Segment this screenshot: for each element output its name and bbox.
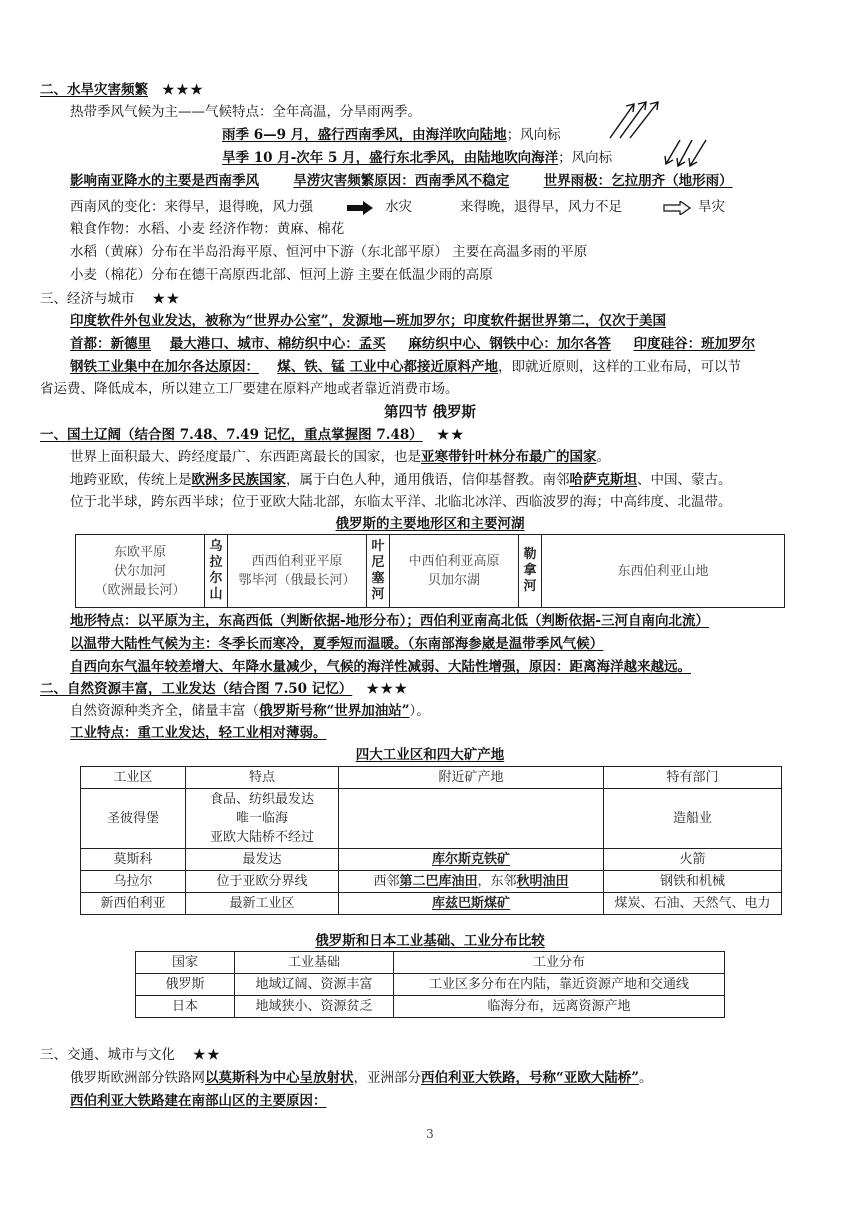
table-row: 莫斯科 最发达 库尔斯克铁矿 火箭 bbox=[81, 849, 782, 871]
terrain-east-siberian-mountains: 东西伯利亚山地 bbox=[542, 535, 785, 608]
arrow-right-outline-icon bbox=[662, 201, 692, 215]
terrain-west-siberian-plain: 西西伯利亚平原 鄂毕河（俄最长河） bbox=[228, 535, 367, 608]
arrow-right-icon bbox=[345, 201, 375, 215]
drought-label: 旱灾 bbox=[698, 199, 725, 215]
table-row: 圣彼得堡 食品、纺织最发达 唯一临海 亚欧大陆桥不经过 造船业 bbox=[81, 789, 782, 849]
star-rating: ★★ bbox=[152, 291, 182, 307]
climate-text: 热带季风气候为主——气候特点：全年高温，分旱雨两季。 bbox=[70, 104, 421, 120]
table-row: 乌拉尔 位于亚欧分界线 西邻第二巴库油田，东邻秋明油田 钢铁和机械 bbox=[81, 871, 782, 893]
climate-feature: 以温带大陆性气候为主：冬季长而寒冷，夏季短而温暖。（东南部海参崴是温带季风气候） bbox=[70, 636, 604, 652]
climate-trend: 自西向东气温年较差增大、年降水量减少，气候的海洋性减弱、大陆性增强，原因：距离海洋越来越远。 bbox=[70, 659, 691, 675]
wind-change-b: 来得晚，退得早，风力不足 bbox=[460, 199, 622, 215]
industry-table-title: 四大工业区和四大矿产地 bbox=[355, 747, 505, 763]
table-header-row: 国家 工业基础 工业分布 bbox=[136, 952, 725, 974]
terrain-ural-mountains: 乌 拉 尔 山 bbox=[205, 535, 228, 608]
page-number: 3 bbox=[426, 1127, 434, 1141]
wind-change: 西南风的变化：来得早，退得晚，风力强 bbox=[70, 199, 313, 215]
steel-line: 钢铁工业集中在加尔各达原因： 煤、铁、锰 工业中心都接近原料产地，即就近原则，这样的工业布局，可以节 bbox=[70, 359, 741, 375]
dry-season: 旱季 10 月-次年 5 月，盛行东北季风，由陆地吹向海洋；风向标 bbox=[222, 150, 613, 166]
heading-territory: 一、国土辽阔（结合图 7.48、7.49 记忆，重点掌握图 7.48） ★★ bbox=[40, 427, 466, 443]
crops-text: 粮食作物：水稻、小麦 经济作物：黄麻、棉花 bbox=[70, 221, 345, 237]
table-header-row: 工业区 特点 附近矿产地 特有部门 bbox=[81, 767, 782, 789]
terrain-table bbox=[75, 534, 785, 608]
software-text: 印度软件外包业发达，被称为“世界办公室”，发源地—班加罗尔；印度软件据世界第二，仅次于美国 bbox=[70, 313, 667, 329]
star-rating: ★★ bbox=[437, 427, 466, 443]
steel-cont: 省运费、降低成本，所以建立工厂要建在原料产地或者靠近消费市场。 bbox=[40, 381, 459, 397]
section-title: 第四节 俄罗斯 bbox=[383, 404, 477, 421]
resources-text: 自然资源种类齐全，储量丰富（俄罗斯号称“世界加油站”）。 bbox=[70, 703, 430, 719]
terrain-central-siberian-plateau: 中西伯利亚高原 贝加尔湖 bbox=[390, 535, 519, 608]
wind-vane-southwest-icon bbox=[606, 98, 666, 142]
terrain-east-european-plain: 东欧平原 伏尔加河 （欧洲最长河） bbox=[76, 535, 205, 608]
terrain-yenisei-river: 叶 尼 塞 河 bbox=[367, 535, 390, 608]
railway-text: 俄罗斯欧洲部分铁路网以莫斯科为中心呈放射状，亚洲部分西伯利亚大铁路，号称“亚欧大陆桥”。 bbox=[70, 1070, 653, 1086]
influence-line: 影响南亚降水的主要是西南季风 旱涝灾害频繁原因：西南季风不稳定 世界雨极：乞拉朋齐（地形雨） bbox=[70, 173, 733, 189]
star-rating: ★★★ bbox=[366, 681, 409, 697]
star-rating: ★★ bbox=[193, 1047, 222, 1063]
rice-text: 水稻（黄麻）分布在半岛沿海平原、恒河中下游（东北部平原） 主要在高温多雨的平原 bbox=[70, 244, 588, 260]
heading-economy: 三、经济与城市 ★★ bbox=[40, 291, 182, 307]
rainy-season: 雨季 6—9 月，盛行西南季风，由海洋吹向陆地；风向标 bbox=[222, 127, 561, 143]
industry-feature: 工业特点：重工业发达，轻工业相对薄弱。 bbox=[70, 725, 327, 741]
heading-transport: 三、交通、城市与文化 ★★ bbox=[40, 1047, 222, 1063]
flood-label: 水灾 bbox=[385, 199, 412, 215]
terrain-title: 俄罗斯的主要地形区和主要河湖 bbox=[335, 516, 525, 532]
table-row: 俄罗斯 地域辽阔、资源丰富 工业区多分布在内陆，靠近资源产地和交通线 bbox=[136, 974, 725, 996]
cities-line: 首都：新德里 最大港口、城市、棉纺织中心：孟买 麻纺织中心、钢铁中心：加尔各答 印度硅谷：班加罗尔 bbox=[70, 336, 756, 352]
wind-vane-northeast-icon bbox=[662, 138, 712, 170]
table-row: 新西伯利亚 最新工业区 库兹巴斯煤矿 煤炭、石油、天然气、电力 bbox=[81, 893, 782, 915]
span-text: 地跨亚欧，传统上是欧洲多民族国家，属于白色人种，通用俄语，信仰基督教。南邻哈萨克斯坦、中国、蒙古。 bbox=[70, 472, 732, 488]
wheat-text: 小麦（棉花）分布在德干高原西北部、恒河上游 主要在低温少雨的高原 bbox=[70, 267, 493, 283]
comparison-table bbox=[135, 951, 725, 1018]
terrain-feature: 地形特点：以平原为主，东高西低（判断依据-地形分布）；西伯利亚南高北低（判断依据-三河自南向北流） bbox=[70, 613, 709, 629]
position-text: 位于北半球，跨东西半球；位于亚欧大陆北部，东临太平洋、北临北冰洋、西临波罗的海；中高纬度、北温带。 bbox=[70, 494, 732, 510]
area-text: 世界上面积最大、跨经度最广、东西距离最长的国家，也是亚寒带针叶林分布最广的国家。 bbox=[70, 449, 610, 465]
railway-reason: 西伯利亚大铁路建在南部山区的主要原因： bbox=[70, 1093, 327, 1109]
star-rating: ★★★ bbox=[162, 82, 205, 98]
industry-table bbox=[80, 766, 782, 915]
table-row: 日本 地域狭小、资源贫乏 临海分布，远离资源产地 bbox=[136, 996, 725, 1018]
comparison-table-title: 俄罗斯和日本工业基础、工业分布比较 bbox=[315, 933, 545, 949]
heading-disasters: 二、水旱灾害频繁 ★★★ bbox=[40, 82, 205, 98]
terrain-lena-river: 勒 拿 河 bbox=[519, 535, 542, 608]
heading-resources: 二、自然资源丰富，工业发达（结合图 7.50 记忆） ★★★ bbox=[40, 681, 409, 697]
